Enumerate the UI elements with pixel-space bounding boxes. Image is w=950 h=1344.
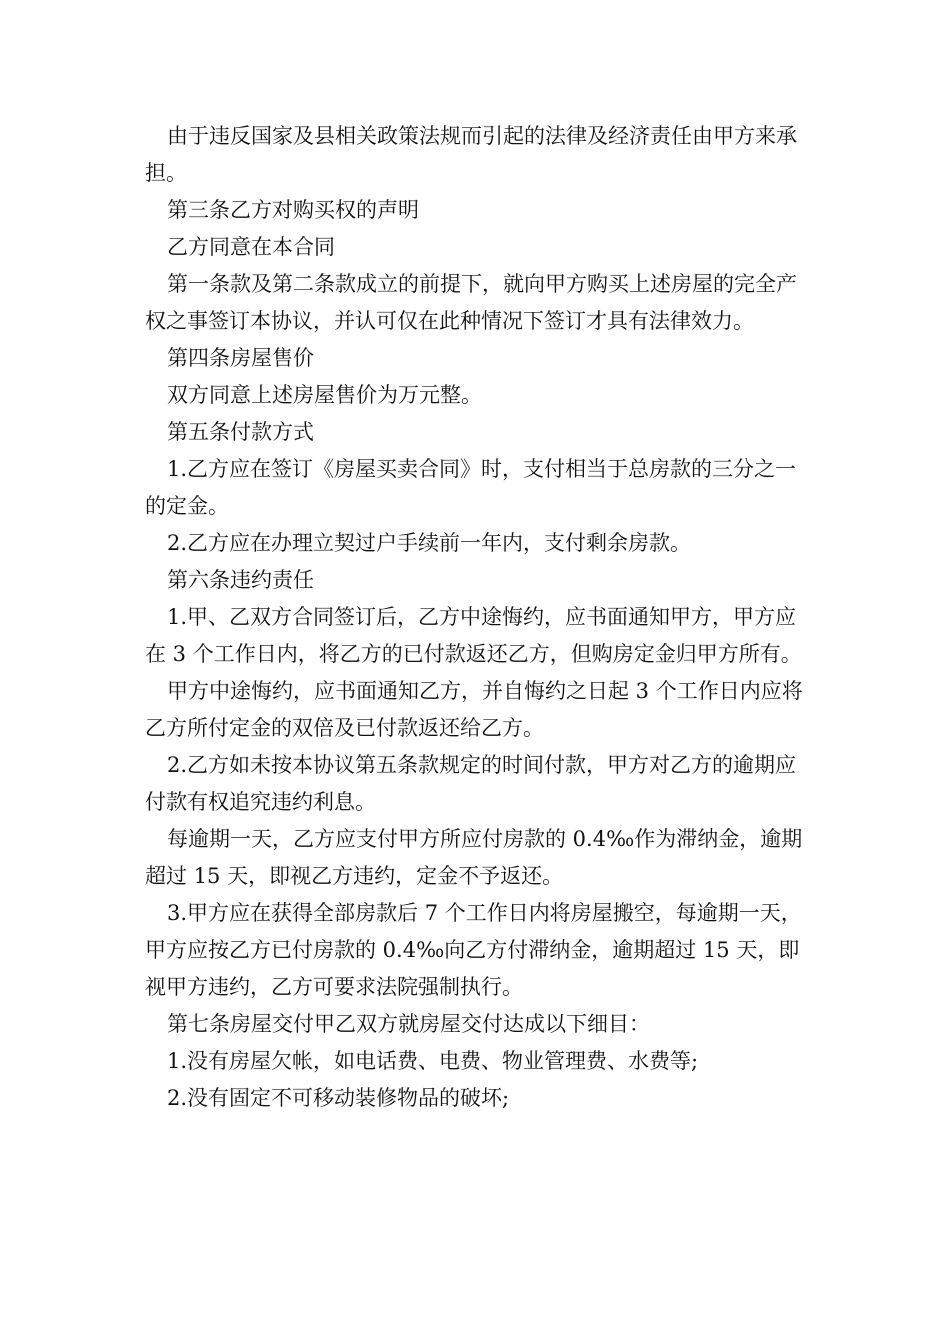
- breach-item-2: 2.乙方如未按本协议第五条款规定的时间付款，甲方对乙方的逾期应付款有权追究违约利息。: [145, 753, 797, 814]
- delivery-item-1: 1.没有房屋欠帐，如电话费、电费、物业管理费、水费等;: [167, 1049, 699, 1073]
- breach-item-3: 3.甲方应在获得全部房款后 7 个工作日内将房屋搬空，每逾期一天，甲方应按乙方已付房款的 0.4‰向乙方付滞纳金，逾期超过 15 天，即视甲方违约，乙方可要求法院强制执行。: [145, 901, 802, 999]
- document-body: [145, 118, 810, 1117]
- article-3-heading: 第三条乙方对购买权的声明: [167, 198, 419, 222]
- paragraph-premise: 第一条款及第二条款成立的前提下，就向甲方购买上述房屋的完全产权之事签订本协议，并认可仅在此种情况下签订才具有法律效力。: [145, 272, 797, 333]
- breach-party-a: 甲方中途悔约，应书面通知乙方，并自悔约之日起 3 个工作日内应将乙方所付定金的双倍及已付款返还给乙方。: [145, 679, 803, 740]
- article-7-heading: 第七条房屋交付甲乙双方就房屋交付达成以下细目：: [167, 1012, 650, 1036]
- delivery-item-2: 2.没有固定不可移动装修物品的破坏;: [167, 1086, 510, 1110]
- article-4-heading: 第四条房屋售价: [167, 346, 314, 370]
- paragraph-agreement: 乙方同意在本合同: [167, 235, 335, 259]
- payment-item-2: 2.乙方应在办理立契过户手续前一年内，支付剩余房款。: [167, 531, 692, 555]
- paragraph-liability: 由于违反国家及县相关政策法规而引起的法律及经济责任由甲方来承担。: [145, 124, 797, 185]
- article-6-heading: 第六条违约责任: [167, 568, 314, 592]
- article-5-heading: 第五条付款方式: [167, 420, 314, 444]
- paragraph-price: 双方同意上述房屋售价为万元整。: [167, 383, 482, 407]
- payment-item-1: 1.乙方应在签订《房屋买卖合同》时，支付相当于总房款的三分之一的定金。: [145, 457, 797, 518]
- breach-item-1: 1.甲、乙双方合同签订后，乙方中途悔约，应书面通知甲方，甲方应在 3 个工作日内，将乙方的已付款返还乙方，但购房定金归甲方所有。: [145, 605, 802, 666]
- breach-late-fee: 每逾期一天，乙方应支付甲方所应付房款的 0.4‰作为滞纳金，逾期超过 15 天，即视乙方违约，定金不予返还。: [145, 827, 803, 888]
